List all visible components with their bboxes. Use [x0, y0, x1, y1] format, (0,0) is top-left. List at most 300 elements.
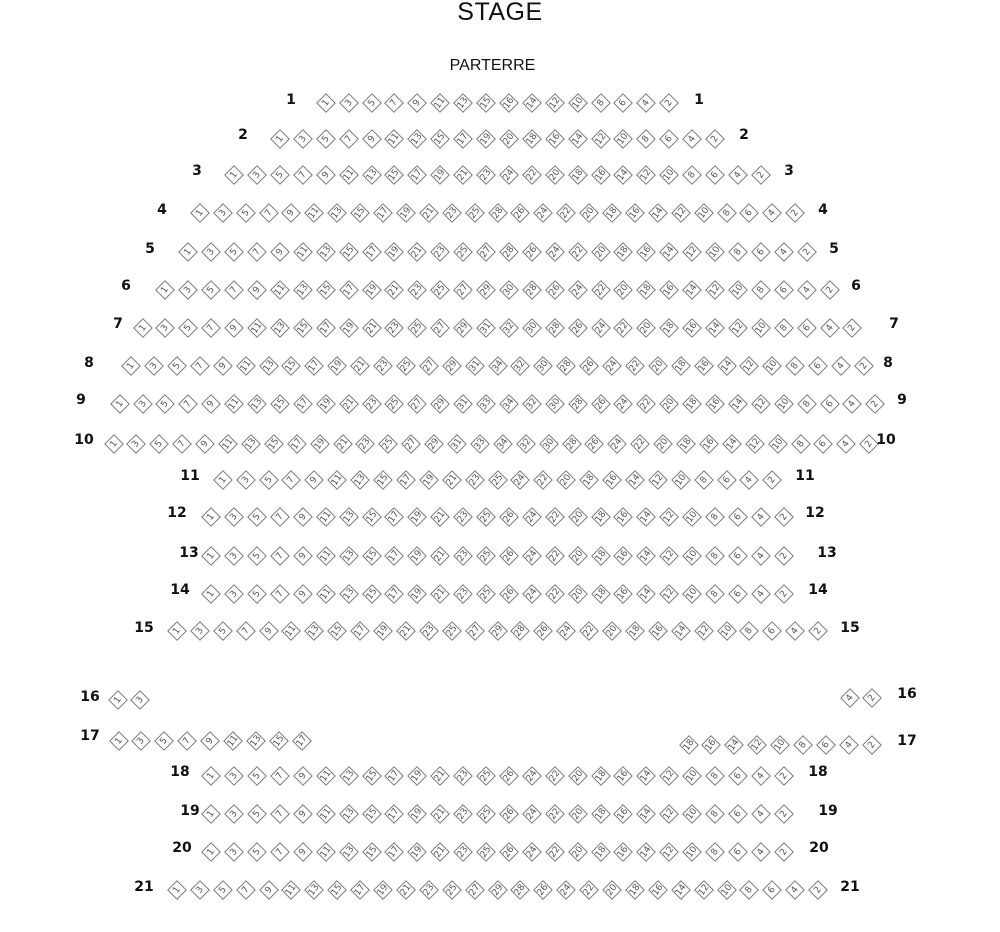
seat-number: 21: [444, 472, 460, 488]
seat-number: 11: [284, 882, 299, 898]
row-label-right: 10: [876, 432, 896, 448]
seat[interactable]: [773, 583, 796, 606]
seat-number: 20: [581, 205, 597, 221]
seat-number: 5: [239, 207, 252, 218]
seat-number: 20: [639, 320, 654, 336]
seat-number: 10: [570, 95, 586, 111]
seat-number: 18: [673, 358, 689, 374]
seat-number: 16: [696, 358, 712, 374]
seat-number: 8: [709, 550, 721, 561]
row-label-right: 14: [808, 582, 828, 598]
seat-number: 23: [455, 806, 471, 822]
seat-number: 19: [329, 358, 345, 374]
seat-number: 24: [547, 244, 563, 260]
seat-number: 13: [341, 844, 357, 860]
seat-number: 9: [308, 474, 321, 485]
seat-number: 9: [274, 246, 286, 257]
seat-number: 25: [478, 806, 494, 822]
seat-number: 24: [536, 205, 551, 221]
seat[interactable]: [861, 687, 884, 710]
seat-number: 2: [869, 398, 882, 409]
seat-number: 14: [616, 167, 631, 183]
seat-number: 27: [410, 396, 425, 412]
seat-number: 13: [307, 882, 322, 898]
seat-number: 12: [661, 586, 677, 602]
row-label-left: 14: [170, 582, 190, 598]
seat[interactable]: [658, 92, 681, 115]
seat-number: 10: [684, 509, 700, 525]
seat-number: 3: [135, 735, 148, 746]
seat-number: 3: [228, 770, 240, 781]
seat[interactable]: [773, 545, 796, 568]
seat-number: 17: [387, 509, 402, 525]
seat-number: 30: [541, 436, 557, 452]
seat[interactable]: [853, 355, 876, 378]
seat-number: 9: [217, 360, 229, 371]
seat-number: 17: [352, 882, 368, 898]
seat-number: 17: [387, 844, 402, 860]
seat-number: 2: [778, 588, 790, 599]
seat-number: 3: [205, 246, 218, 257]
seat[interactable]: [861, 734, 884, 757]
seat-number: 9: [297, 511, 309, 522]
seat-number: 14: [724, 436, 740, 452]
seat-number: 28: [501, 244, 517, 260]
seat-number: 13: [249, 396, 265, 412]
seat-number: 17: [398, 472, 414, 488]
seat-number: 23: [444, 205, 460, 221]
seat-number: 12: [650, 472, 666, 488]
seat-number: 17: [341, 282, 357, 298]
seat-number: 16: [704, 737, 719, 753]
seat-number: 22: [558, 205, 574, 221]
seat-number: 12: [753, 396, 769, 412]
seat-number: 6: [800, 322, 813, 333]
seat[interactable]: [784, 202, 807, 225]
seat-number: 16: [639, 244, 654, 260]
seat-number: 26: [536, 882, 551, 898]
seat-number: 26: [536, 623, 551, 639]
row-label-right: 16: [897, 686, 917, 702]
seat-number: 27: [467, 623, 483, 639]
seat-number: 8: [732, 246, 744, 257]
seat-number: 17: [387, 768, 402, 784]
row-label-right: 8: [883, 355, 893, 371]
seat-number: 5: [217, 625, 229, 636]
seat-number: 26: [593, 396, 609, 412]
seat-number: 10: [684, 806, 700, 822]
seat-number: 9: [251, 284, 263, 295]
row-label-right: 11: [795, 468, 815, 484]
seat-number: 9: [204, 735, 216, 746]
seat-number: 15: [318, 282, 334, 298]
seat-number: 8: [709, 770, 721, 781]
row-label-right: 15: [840, 620, 860, 636]
seat[interactable]: [704, 128, 727, 151]
row-label-right: 20: [809, 840, 829, 856]
seat-number: 10: [616, 131, 631, 147]
seat-number: 3: [182, 284, 195, 295]
seat[interactable]: [807, 620, 830, 643]
seat-number: 1: [159, 284, 172, 295]
seat-number: 7: [297, 169, 309, 180]
seat-number: 11: [318, 844, 334, 860]
row-label-left: 1: [286, 92, 296, 108]
seat-number: 17: [295, 396, 311, 412]
seat-number: 1: [136, 322, 149, 333]
seat[interactable]: [773, 841, 796, 864]
seat-number: 5: [251, 511, 263, 522]
seat-number: 11: [432, 95, 448, 111]
seat-number: 30: [501, 282, 517, 298]
seat-number: 6: [617, 97, 630, 108]
seat-number: 25: [398, 358, 414, 374]
seat-number: 12: [661, 806, 677, 822]
seat-number: 16: [707, 396, 723, 412]
seat-number: 6: [817, 438, 830, 449]
seat-number: 25: [432, 282, 448, 298]
seat-number: 21: [432, 548, 448, 564]
seat-number: 17: [289, 436, 305, 452]
seat[interactable]: [807, 879, 830, 902]
seat[interactable]: [819, 279, 842, 302]
seat-number: 18: [593, 509, 609, 525]
seat-number: 5: [251, 770, 263, 781]
seat-number: 13: [272, 320, 288, 336]
seat-number: 26: [501, 586, 517, 602]
seat-number: 17: [318, 320, 334, 336]
seat-number: 11: [225, 733, 241, 749]
seat-number: 26: [501, 548, 517, 564]
seat-number: 15: [329, 882, 345, 898]
seat-number: 15: [432, 131, 448, 147]
row-label-left: 12: [167, 505, 187, 521]
seat-number: 24: [524, 548, 540, 564]
seat-number: 14: [639, 806, 654, 822]
seat-number: 11: [295, 244, 311, 260]
seat-number: 31: [478, 320, 494, 336]
seat-number: 10: [673, 472, 689, 488]
seat-number: 15: [364, 768, 380, 784]
seat-number: 13: [341, 586, 357, 602]
seat-number: 7: [342, 133, 355, 144]
seat-number: 7: [274, 588, 286, 599]
seat-number: 3: [239, 474, 252, 485]
seat-number: 2: [778, 808, 790, 819]
seat-number: 24: [524, 806, 540, 822]
seat-number: 11: [318, 806, 334, 822]
seat-number: 2: [846, 322, 859, 333]
seat-number: 8: [697, 474, 710, 485]
seat-number: 12: [684, 244, 700, 260]
seat-number: 6: [732, 808, 744, 819]
section-title: PARTERRE: [449, 57, 536, 74]
seat-number: 16: [661, 282, 677, 298]
seat[interactable]: [841, 317, 864, 340]
seat-number: 11: [220, 436, 236, 452]
seat-number: 8: [743, 884, 756, 895]
seat-number: 29: [426, 436, 442, 452]
seat-number: 19: [398, 205, 414, 221]
row-label-left: 9: [76, 392, 86, 408]
seat-number: 9: [262, 884, 275, 895]
seat-number: 18: [639, 282, 654, 298]
seat-number: 28: [558, 358, 574, 374]
seat-number: 6: [812, 360, 824, 371]
seat-number: 25: [444, 623, 460, 639]
seat-number: 24: [524, 768, 540, 784]
seat-number: 5: [251, 588, 263, 599]
seat[interactable]: [750, 164, 773, 187]
seat-number: 12: [661, 548, 677, 564]
row-label-right: 2: [739, 127, 749, 143]
seat-number: 34: [490, 358, 505, 374]
seat-number: 5: [228, 246, 240, 257]
row-label-left: 11: [180, 468, 200, 484]
seat-number: 4: [686, 133, 698, 144]
seat-number: 22: [627, 358, 643, 374]
seat-number: 28: [570, 396, 586, 412]
seat-number: 18: [627, 623, 643, 639]
seat-number: 3: [228, 846, 240, 857]
row-label-left: 18: [170, 764, 190, 780]
seat-number: 21: [364, 320, 380, 336]
seat-number: 12: [593, 131, 609, 147]
seat-number: 16: [627, 205, 643, 221]
seat-number: 11: [272, 282, 288, 298]
seat-number: 7: [205, 322, 218, 333]
seat-number: 4: [766, 207, 779, 218]
seat-number: 4: [789, 884, 802, 895]
seat-number: 16: [616, 844, 631, 860]
seat-number: 19: [410, 509, 425, 525]
seat-number: 26: [581, 358, 597, 374]
seat-number: 16: [616, 768, 631, 784]
row-label-left: 20: [172, 840, 192, 856]
seat-number: 32: [501, 320, 517, 336]
seat-number: 18: [616, 244, 631, 260]
seat-number: 29: [455, 320, 471, 336]
seat-number: 11: [387, 131, 402, 147]
seat-number: 16: [616, 548, 631, 564]
seat-number: 4: [843, 692, 856, 703]
row-label-left: 7: [113, 316, 123, 332]
seat-number: 8: [709, 808, 721, 819]
seat-number: 3: [136, 398, 149, 409]
seat-number: 21: [432, 844, 448, 860]
seat-number: 28: [564, 436, 579, 452]
seat-number: 15: [387, 167, 402, 183]
row-label-left: 19: [180, 803, 200, 819]
seat-number: 9: [297, 808, 309, 819]
seat-number: 15: [364, 586, 380, 602]
seat-number: 17: [375, 205, 391, 221]
seat-number: 13: [295, 282, 311, 298]
row-label-right: 1: [694, 92, 704, 108]
seat-number: 4: [823, 322, 836, 333]
seat-number: 5: [217, 884, 229, 895]
seat-number: 6: [766, 884, 779, 895]
seat[interactable]: [773, 803, 796, 826]
seat-number: 33: [478, 396, 494, 412]
seat-number: 1: [217, 474, 229, 485]
seat-number: 23: [455, 509, 471, 525]
seat-number: 10: [684, 768, 700, 784]
seat-number: 26: [501, 509, 517, 525]
seat-number: 26: [501, 768, 517, 784]
seat[interactable]: [761, 469, 784, 492]
row-label-right: 18: [808, 764, 828, 780]
seat-number: 15: [364, 548, 380, 564]
seat-number: 4: [755, 511, 767, 522]
seat-number: 14: [639, 768, 654, 784]
seat-number: 5: [262, 474, 275, 485]
seat-number: 22: [616, 320, 631, 336]
row-label-right: 4: [818, 202, 828, 218]
seat-number: 13: [307, 623, 322, 639]
seat-number: 6: [820, 739, 832, 750]
seat-number: 22: [547, 586, 563, 602]
seat-number: 26: [501, 806, 517, 822]
row-label-right: 21: [840, 879, 860, 895]
seat-number: 19: [312, 436, 328, 452]
seat-number: 25: [478, 586, 494, 602]
seat-number: 19: [318, 396, 334, 412]
seat-number: 13: [261, 358, 276, 374]
seat-number: 10: [719, 882, 734, 898]
seat-number: 28: [513, 623, 528, 639]
seat-number: 26: [570, 320, 586, 336]
seat-number: 18: [681, 737, 696, 753]
seat-number: 20: [547, 167, 563, 183]
seat-number: 15: [284, 358, 299, 374]
seat-number: 29: [432, 396, 448, 412]
seat-number: 13: [341, 806, 357, 822]
seat-number: 6: [732, 550, 744, 561]
row-label-right: 13: [817, 545, 837, 561]
seat-number: 6: [732, 770, 744, 781]
seat-number: 5: [205, 284, 218, 295]
seat-number: 4: [755, 808, 767, 819]
seat-number: 2: [755, 169, 767, 180]
seat-number: 22: [547, 844, 563, 860]
seat-number: 27: [455, 282, 471, 298]
seat-number: 13: [455, 95, 471, 111]
seat-number: 23: [364, 396, 380, 412]
seat-number: 8: [720, 207, 733, 218]
seat-number: 27: [403, 436, 419, 452]
seat-number: 7: [274, 770, 286, 781]
seat-number: 2: [863, 438, 876, 449]
seat-number: 7: [274, 846, 286, 857]
seat[interactable]: [864, 393, 887, 416]
seat-number: 12: [661, 844, 677, 860]
seat-number: 9: [411, 97, 424, 108]
seat-number: 22: [581, 623, 597, 639]
seat-number: 28: [547, 320, 563, 336]
seat-number: 17: [410, 167, 425, 183]
seat-number: 31: [455, 396, 471, 412]
seat-number: 4: [800, 284, 813, 295]
seat-number: 21: [421, 205, 437, 221]
seat-number: 17: [352, 623, 368, 639]
seat-number: 4: [755, 770, 767, 781]
seat-number: 11: [307, 205, 322, 221]
seat-number: 5: [274, 169, 286, 180]
seat-number: 10: [696, 205, 712, 221]
seat-number: 18: [604, 205, 620, 221]
seat-number: 14: [639, 586, 654, 602]
seat-number: 19: [375, 623, 391, 639]
seat-number: 5: [251, 550, 263, 561]
seat[interactable]: [796, 241, 819, 264]
seat-number: 32: [518, 436, 534, 452]
seat-number: 1: [274, 133, 286, 144]
seat-number: 5: [365, 97, 378, 108]
seat-number: 1: [205, 511, 218, 522]
row-label-left: 10: [74, 432, 94, 448]
seat-number: 20: [570, 768, 586, 784]
seat-number: 6: [732, 846, 744, 857]
seat-number: 10: [730, 282, 746, 298]
seat-number: 19: [410, 844, 425, 860]
seat-number: 9: [228, 322, 240, 333]
seat[interactable]: [129, 689, 152, 712]
seat-number: 25: [478, 548, 494, 564]
seat-number: 25: [490, 472, 505, 488]
seat-number: 8: [794, 438, 807, 449]
seat-number: 17: [455, 131, 471, 147]
seat-number: 5: [320, 133, 332, 144]
seat-number: 10: [776, 396, 792, 412]
seat-number: 23: [478, 167, 494, 183]
seat-number: 14: [673, 623, 689, 639]
seat-number: 11: [318, 768, 334, 784]
seat-number: 18: [678, 436, 694, 452]
seat[interactable]: [773, 506, 796, 529]
seat-number: 9: [262, 625, 275, 636]
seat-number: 24: [524, 509, 540, 525]
seat-number: 5: [182, 322, 195, 333]
seat-number: 13: [243, 436, 259, 452]
seat-number: 3: [251, 169, 263, 180]
seat-number: 5: [159, 398, 172, 409]
seat-number: 17: [364, 244, 380, 260]
seat-number: 28: [524, 282, 540, 298]
seat[interactable]: [291, 730, 314, 753]
seat-number: 1: [205, 770, 218, 781]
seat-number: 11: [318, 586, 334, 602]
seat-number: 8: [755, 284, 767, 295]
seat-number: 26: [513, 205, 528, 221]
seat-number: 24: [558, 882, 574, 898]
seat-number: 9: [199, 438, 211, 449]
row-label-right: 5: [829, 241, 839, 257]
seat-number: 1: [171, 884, 183, 895]
seat-number: 6: [720, 474, 733, 485]
seat-number: 16: [616, 586, 631, 602]
row-label-right: 19: [818, 803, 838, 819]
seat-number: 7: [274, 511, 286, 522]
seat-number: 18: [593, 844, 609, 860]
seat-number: 30: [524, 320, 540, 336]
seat-number: 21: [335, 436, 350, 452]
seat-number: 15: [478, 95, 494, 111]
seat[interactable]: [773, 765, 796, 788]
seat-number: 14: [730, 396, 746, 412]
seat-number: 12: [696, 623, 712, 639]
seat-number: 6: [732, 588, 744, 599]
